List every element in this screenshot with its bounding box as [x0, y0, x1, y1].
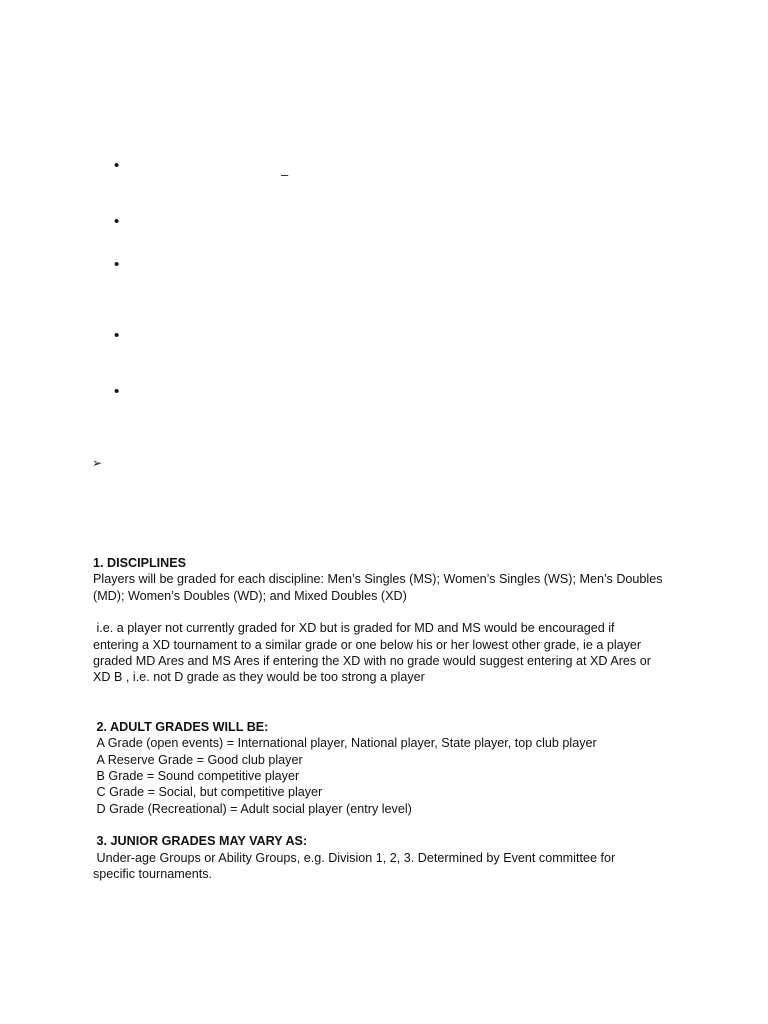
- bullet-marker: •: [114, 157, 120, 174]
- bullet-marker: •: [114, 383, 120, 400]
- paragraph-line: specific tournaments.: [93, 867, 212, 882]
- grade-line: A Grade (open events) = International player, National player, State player, top club player: [93, 736, 597, 751]
- section-heading-adult-grades: 2. ADULT GRADES WILL BE:: [93, 719, 269, 734]
- bullet-marker: •: [114, 213, 120, 230]
- grade-line: D Grade (Recreational) = Adult social player (entry level): [93, 801, 412, 816]
- dash-mark: –: [281, 167, 289, 182]
- note-line: i.e. a player not currently graded for XD but is graded for MD and MS would be encouraged if: [93, 621, 615, 636]
- grade-line: C Grade = Social, but competitive player: [93, 785, 323, 800]
- document-body: [93, 555, 693, 883]
- grade-line: A Reserve Grade = Good club player: [93, 752, 303, 767]
- note-line: graded MD Ares and MS Ares if entering the XD with no grade would suggest entering at XD Ares or: [93, 654, 651, 669]
- paragraph-line: (MD); Women’s Doubles (WD); and Mixed Doubles (XD): [93, 588, 407, 603]
- section-heading-junior-grades: 3. JUNIOR GRADES MAY VARY AS:: [93, 834, 308, 849]
- bullet-marker: •: [114, 327, 120, 344]
- note-line: XD B , i.e. not D grade as they would be too strong a player: [93, 670, 425, 685]
- grade-line: B Grade = Sound competitive player: [93, 769, 300, 784]
- bullet-marker: •: [114, 256, 120, 273]
- note-line: entering a XD tournament to a similar grade or one below his or her lowest other grade, ie a player: [93, 637, 642, 652]
- arrow-bullet-icon: ➢: [92, 456, 103, 470]
- paragraph-line: Under-age Groups or Ability Groups, e.g. Division 1, 2, 3. Determined by Event committee for: [93, 850, 616, 865]
- section-heading-disciplines: 1. DISCIPLINES: [93, 556, 187, 570]
- paragraph-line: Players will be graded for each discipline: Men’s Singles (MS); Women’s Singles (WS); Men’s Doubles: [93, 572, 663, 587]
